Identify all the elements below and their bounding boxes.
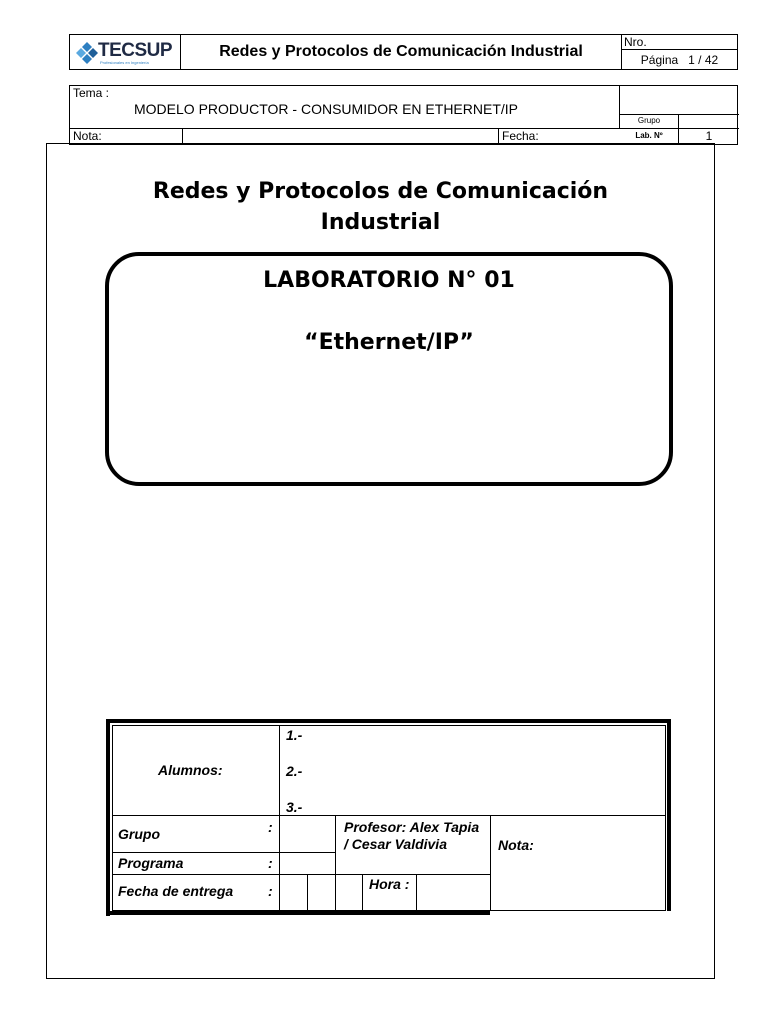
info-table [69,85,738,145]
programa-row-label: Programa [118,855,184,871]
table-border [106,719,110,916]
cover-title-line2: Industrial [320,210,441,235]
divider [112,874,490,875]
grupo-label: Grupo [637,116,661,125]
table-border [106,719,671,723]
table-border [106,911,490,915]
divider [362,874,363,911]
student-item-3: 3.- [286,799,303,815]
tecsup-logo-icon [74,40,100,66]
colon: : [268,883,273,899]
page-value: 1 / 42 [688,52,719,67]
cover-title [46,176,715,238]
divider [70,128,739,129]
course-title: Redes y Protocolos de Comunicación Industrial [181,35,622,69]
nota-label: Nota: [73,129,102,143]
divider [307,874,308,911]
student-table [106,719,671,916]
page-number-box [622,49,737,69]
divider [279,725,280,911]
fecha-entrega-label: Fecha de entrega [118,883,234,899]
cover-title-line1: Redes y Protocolos de Comunicación [152,179,609,204]
colon: : [268,855,273,871]
page-info-cell [622,35,737,69]
profesor-text: Profesor: Alex Tapia / Cesar Valdivia [344,819,480,852]
tema-label: Tema : [73,86,110,100]
student-item-2: 2.- [286,763,303,779]
divider [490,815,491,911]
lab-subtitle: “Ethernet/IP” [304,330,474,355]
lab-title: LABORATORIO N° 01 [263,268,515,293]
logo-tagline: Profesionales en Ingeniería [100,60,149,65]
divider [112,852,336,853]
hora-label: Hora : [369,876,410,892]
tema-value: MODELO PRODUCTOR - CONSUMIDOR EN ETHERNET/IP [134,101,518,117]
fecha-label: Fecha: [502,129,539,143]
colon: : [268,819,273,835]
divider [416,874,417,911]
logo-cell [70,35,181,69]
divider [619,114,739,115]
grupo-row-label: Grupo [118,826,160,842]
divider [335,815,336,911]
logo-text: TECSUP [98,40,173,61]
table-border [667,719,671,911]
header-bar [69,34,738,70]
lab-number-value: 1 [705,129,713,143]
page-label: Página [640,52,679,67]
divider [112,815,666,816]
nota-field-label: Nota: [498,837,534,853]
student-item-1: 1.- [286,727,303,743]
nro-label: Nro. [624,35,647,49]
alumnos-label: Alumnos: [158,762,223,778]
lab-title-box [105,252,673,486]
lab-number-label: Lab. Nº [635,131,663,140]
